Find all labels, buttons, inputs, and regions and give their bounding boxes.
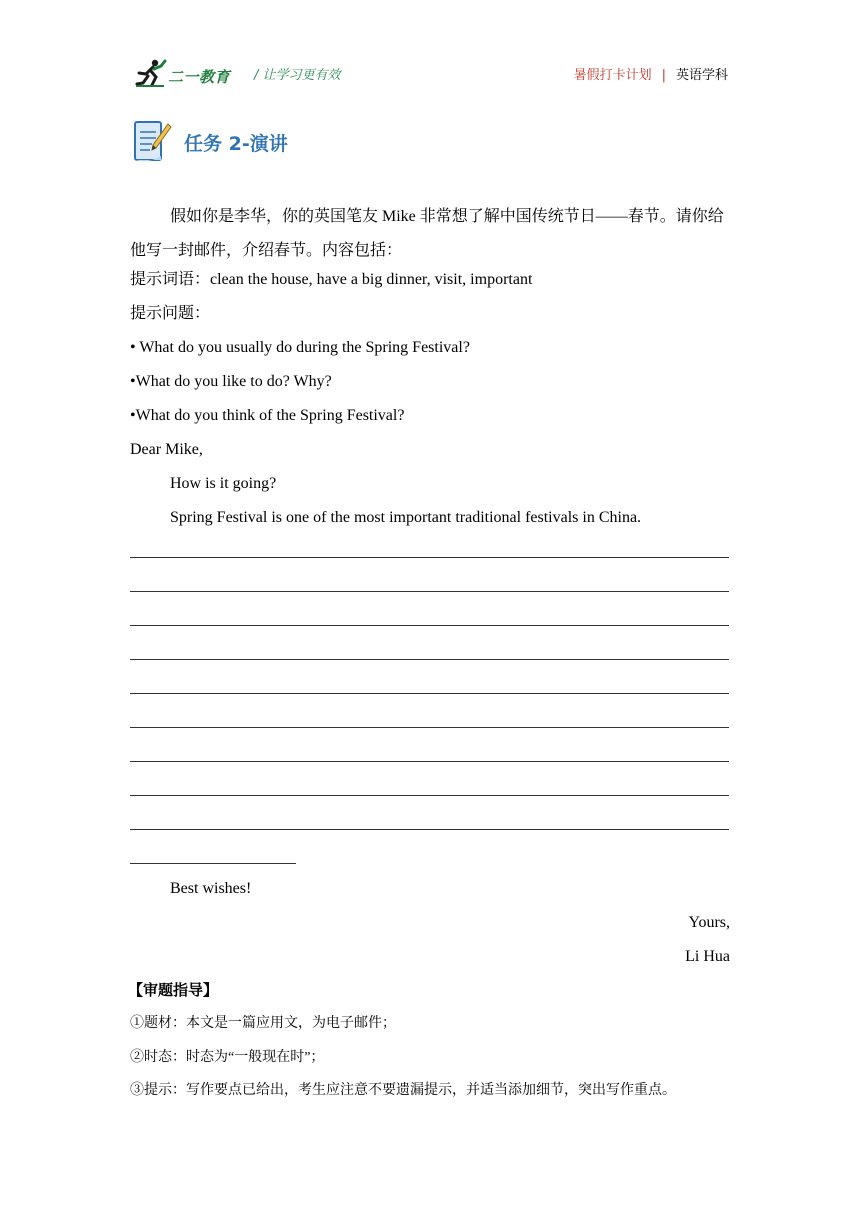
guide-title: 【审题指导】 (128, 981, 219, 999)
letter-signature: Li Hua (685, 948, 730, 965)
writing-line[interactable] (130, 795, 729, 796)
notepad-pencil-icon (132, 118, 172, 166)
question-2: •What do you like to do? Why? (130, 373, 332, 390)
guide-item-3: ③提示：写作要点已给出，考生应注意不要遗漏提示，并适当添加细节，突出写作重点。 (130, 1083, 676, 1098)
writing-line[interactable] (130, 693, 729, 694)
page-header (134, 58, 728, 90)
hint-questions-label: 提示问题： (130, 305, 211, 322)
letter-signoff: Yours, (688, 914, 730, 931)
guide-item-2: ②时态：时态为“一般现在时”； (130, 1050, 325, 1065)
question-3: •What do you think of the Spring Festival? (130, 407, 405, 424)
logo (134, 58, 246, 90)
logo-text: 二一教育 (168, 68, 231, 86)
subject-label: 英语学科 (675, 68, 728, 83)
guide-item-1: ①题材：本文是一篇应用文，为电子邮件； (130, 1016, 396, 1031)
writing-line[interactable] (130, 761, 729, 762)
hint-words: 提示词语：clean the house, have a big dinner, visit, important (130, 271, 533, 288)
writing-line[interactable] (130, 727, 729, 728)
task-title: 任务 2-演讲 (184, 133, 288, 155)
runner-logo-icon (134, 58, 168, 88)
letter-opening: How is it going? (170, 475, 277, 492)
letter-first-sentence: Spring Festival is one of the most important traditional festivals in China. (170, 509, 642, 526)
header-right (574, 64, 728, 83)
writing-line[interactable] (130, 591, 729, 592)
writing-line[interactable] (130, 557, 729, 558)
question-1: • What do you usually do during the Spring Festival? (130, 339, 470, 356)
writing-line-short[interactable] (130, 863, 296, 864)
writing-line[interactable] (130, 829, 729, 830)
header-separator: | (661, 68, 666, 83)
plan-label: 暑假打卡计划 (573, 68, 652, 83)
letter-closing: Best wishes! (170, 880, 252, 897)
slogan: / 让学习更有效 (254, 68, 341, 83)
prompt-paragraph: 假如你是李华，你的英国笔友 Mike 非常想了解中国传统节日——春节。请你给他写一封邮件，介绍春节。内容包括： (130, 208, 724, 259)
writing-line[interactable] (130, 659, 729, 660)
writing-line[interactable] (130, 625, 729, 626)
letter-greeting: Dear Mike, (130, 441, 203, 458)
